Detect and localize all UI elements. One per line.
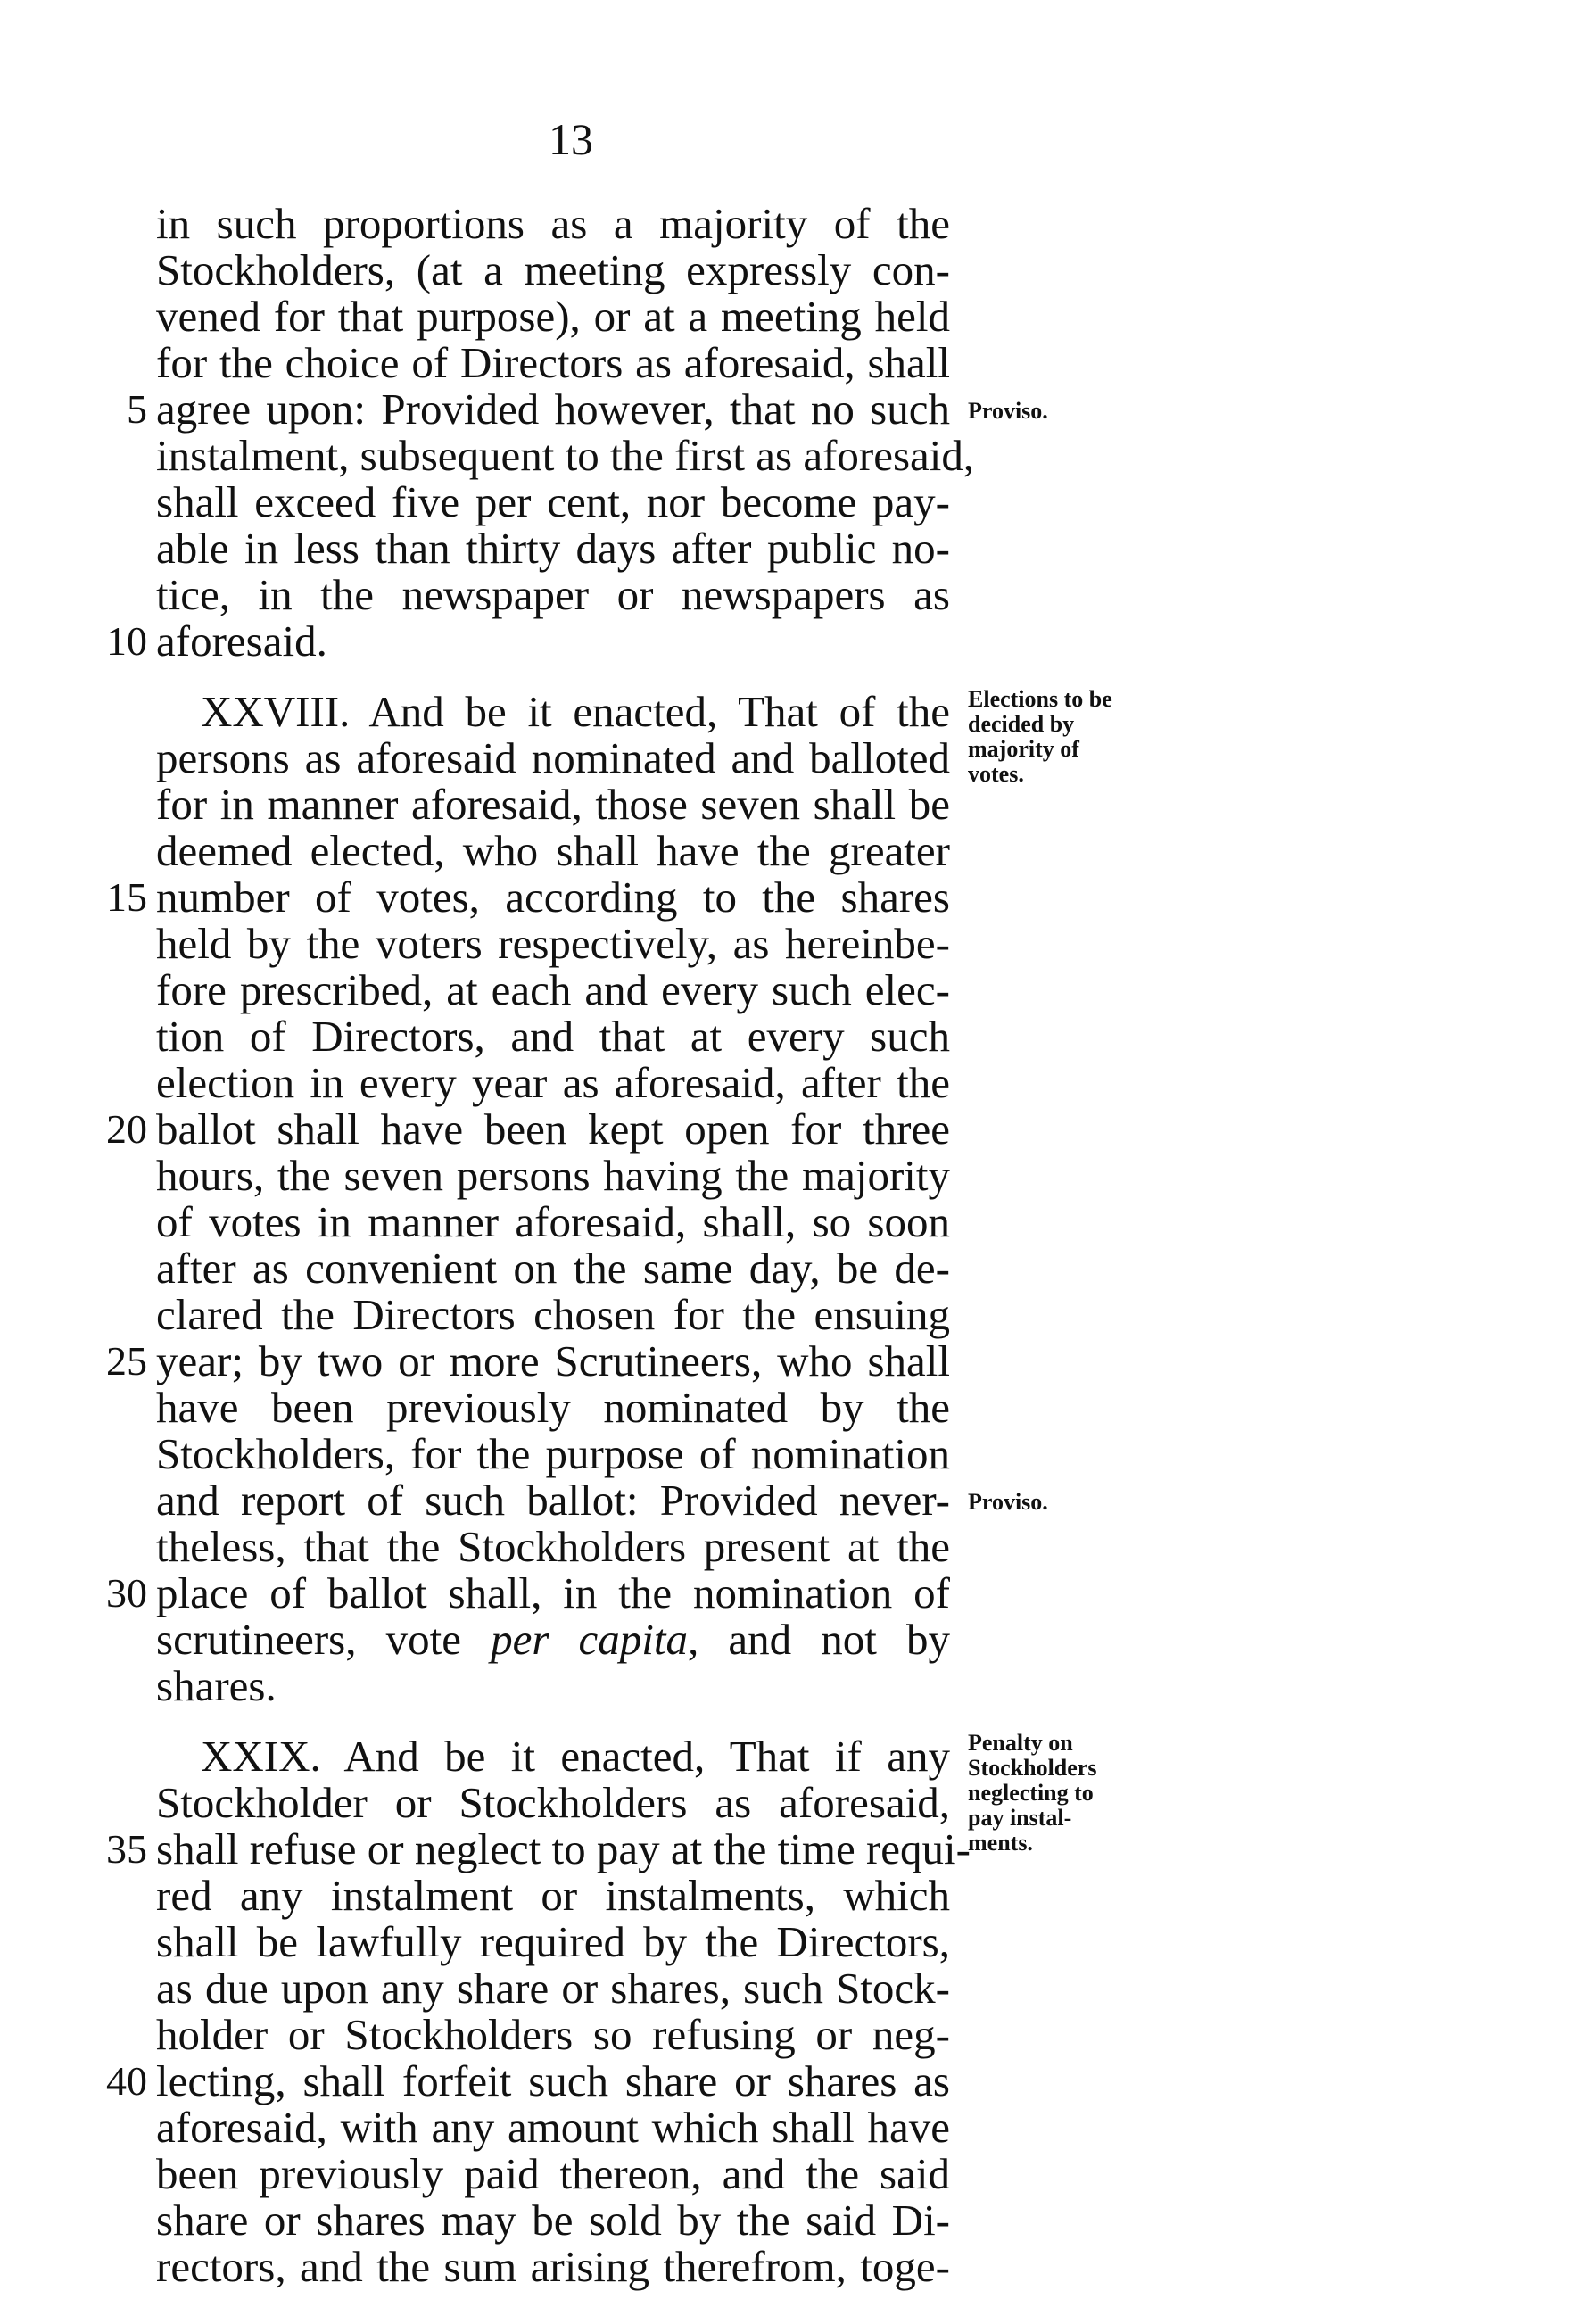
text-line: election in every year as aforesaid, after the [156, 1058, 950, 1107]
line-number: 40 [106, 2058, 147, 2104]
margin-note-elections [968, 687, 1151, 787]
line-number: 20 [106, 1106, 147, 1152]
text-line: able in less than thirty days after public no- [156, 524, 950, 573]
text-line: and report of such ballot: Provided never- [156, 1476, 950, 1525]
text-line: held by the voters respectively, as hereinbe- [156, 919, 950, 968]
margin-note-line: Elections to be [968, 686, 1112, 712]
text-line: theless, that the Stockholders present at the [156, 1522, 950, 1571]
italic-phrase: per capita, [491, 1615, 699, 1664]
text-line: Stockholder or Stockholders as aforesaid, [156, 1778, 950, 1827]
margin-note-line: neglecting to [968, 1780, 1094, 1806]
text-line: shall be lawfully required by the Directors, [156, 1917, 950, 1966]
section-heading-line: XXVIII. And be it enacted, That of the [201, 687, 950, 736]
text-line: been previously paid thereon, and the said [156, 2149, 950, 2198]
text-line: as due upon any share or shares, such Stock- [156, 1964, 950, 2013]
text-line: aforesaid, with any amount which shall have [156, 2103, 950, 2152]
line-number: 25 [106, 1338, 147, 1384]
margin-note-line: votes. [968, 761, 1024, 787]
text-line: shall exceed five per cent, nor become pay- [156, 477, 950, 526]
text-segment: scrutineers, vote [156, 1615, 461, 1664]
text-line: fore prescribed, at each and every such elec- [156, 965, 950, 1014]
text-line: red any instalment or instalments, which [156, 1871, 950, 1920]
text-line: share or shares may be sold by the said Di- [156, 2196, 950, 2245]
text-line: in such proportions as a majority of the [156, 199, 950, 248]
page-number: 13 [549, 114, 593, 164]
text-line: shares. [156, 1661, 277, 1710]
text-line: of votes in manner aforesaid, shall, so soon [156, 1197, 950, 1246]
text-line: rectors, and the sum arising therefrom, toge- [156, 2242, 950, 2291]
margin-note-penalty [968, 1731, 1151, 1856]
margin-note-line: majority of [968, 736, 1079, 762]
text-line: agree upon: Provided however, that no such [156, 385, 950, 434]
text-line: shall refuse or neglect to pay at the time requi- [156, 1824, 971, 1873]
text-line: instalment, subsequent to the first as aforesaid, [156, 431, 975, 480]
margin-note-proviso: Proviso. [968, 1489, 1048, 1515]
margin-note-line: Stockholders [968, 1755, 1097, 1781]
text-line: Stockholders, for the purpose of nomination [156, 1429, 950, 1478]
text-line: have been previously nominated by the [156, 1383, 950, 1432]
margin-note-line: Penalty on [968, 1730, 1073, 1756]
text-line: aforesaid. [156, 616, 327, 666]
text-line-with-italic [156, 1617, 950, 1663]
text-line: clared the Directors chosen for the ensuing [156, 1290, 950, 1339]
text-line: hours, the seven persons having the majority [156, 1151, 950, 1200]
margin-note-line: ments. [968, 1830, 1033, 1856]
line-number: 10 [106, 618, 147, 664]
text-line: deemed elected, who shall have the greater [156, 826, 950, 875]
text-line: tice, in the newspaper or newspapers as [156, 570, 950, 619]
margin-note-proviso: Proviso. [968, 398, 1048, 424]
text-line: place of ballot shall, in the nomination of [156, 1568, 950, 1617]
line-number: 35 [106, 1826, 147, 1872]
text-line: for the choice of Directors as aforesaid, shall [156, 338, 950, 387]
text-line: for in manner aforesaid, those seven shall be [156, 780, 950, 829]
text-line: Stockholders, (at a meeting expressly con- [156, 245, 950, 294]
text-segment: and not by [728, 1615, 951, 1664]
margin-note-line: pay instal- [968, 1805, 1072, 1831]
text-line: ballot shall have been kept open for three [156, 1104, 950, 1154]
line-number: 5 [127, 386, 147, 432]
text-line: holder or Stockholders so refusing or neg- [156, 2010, 950, 2059]
section-heading-line: XXIX. And be it enacted, That if any [201, 1732, 950, 1781]
text-line: lecting, shall forfeit such share or shares as [156, 2056, 950, 2105]
line-number: 30 [106, 1570, 147, 1616]
text-line: after as convenient on the same day, be de- [156, 1244, 950, 1293]
margin-note-line: decided by [968, 711, 1075, 737]
text-line: number of votes, according to the shares [156, 873, 950, 922]
line-number: 15 [106, 874, 147, 920]
text-line: persons as aforesaid nominated and balloted [156, 733, 950, 782]
text-line: year; by two or more Scrutineers, who shall [156, 1336, 950, 1385]
text-line: tion of Directors, and that at every such [156, 1012, 950, 1061]
text-line: vened for that purpose), or at a meeting held [156, 292, 950, 341]
